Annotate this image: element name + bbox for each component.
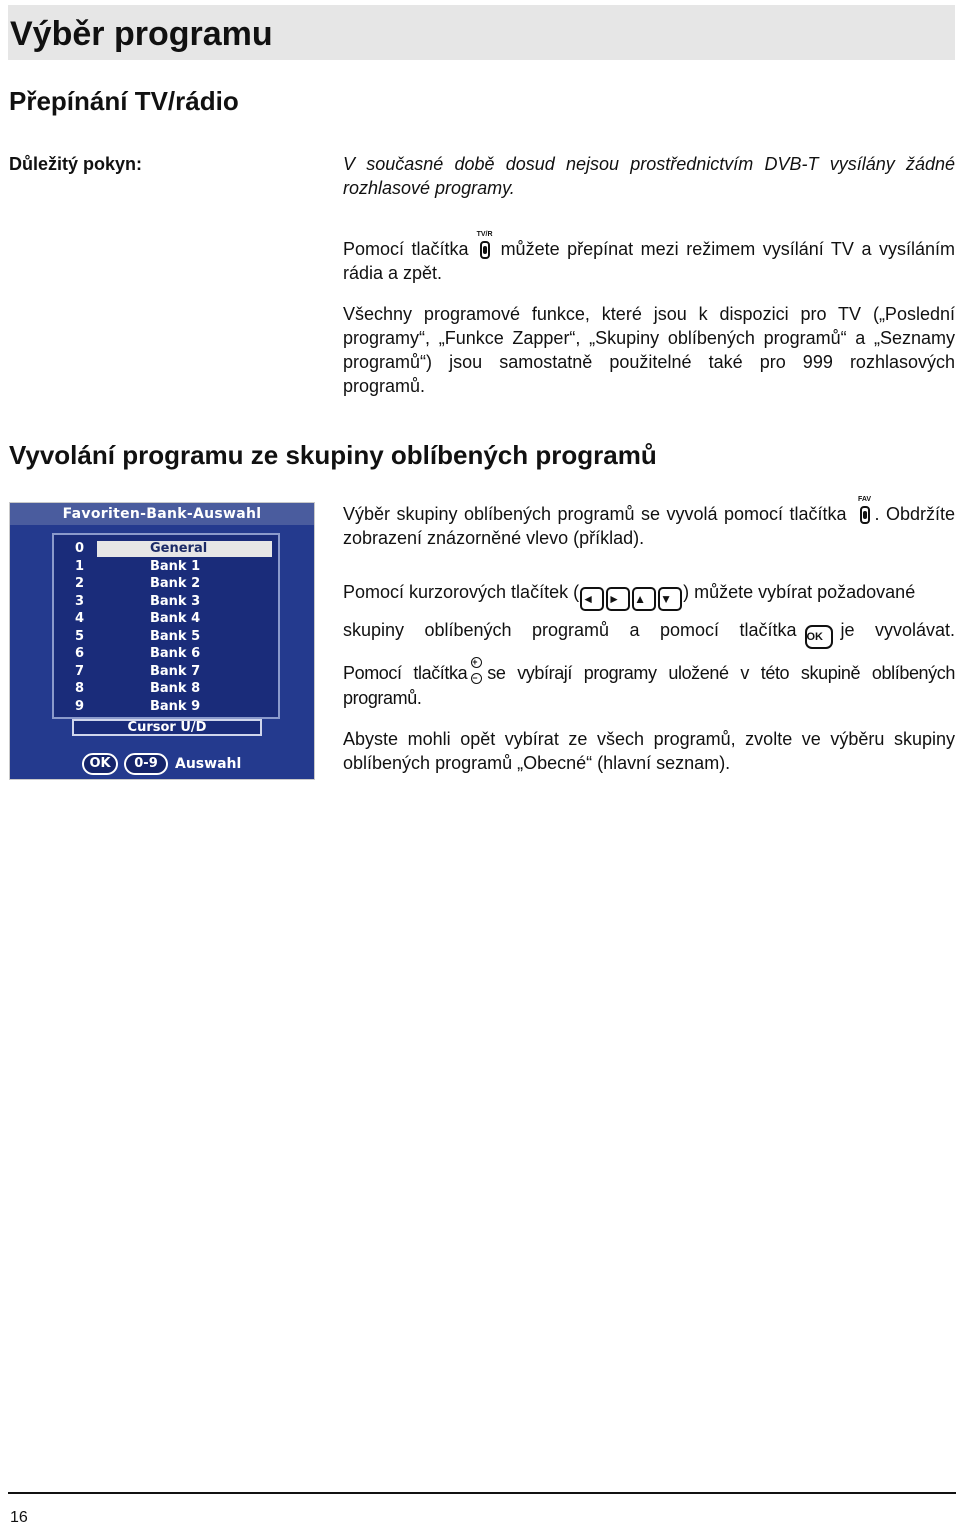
tv-bank-list bbox=[52, 533, 280, 719]
tv-bank-row: 3 Bank 3 bbox=[75, 593, 201, 609]
paragraph-text: Pomocí kurzorových tlačítek ( bbox=[343, 582, 580, 602]
program-plus-minus-icon bbox=[469, 656, 485, 686]
paragraph-text: . Obdržíte zobrazení znázorněné vlevo (příklad). bbox=[343, 504, 955, 548]
page-title: Výběr programu bbox=[10, 15, 273, 53]
section-heading-tv-radio: Přepínání TV/rádio bbox=[9, 86, 239, 116]
paragraph-general-list: Abyste mohli opět vybírat ze všech programů, zvolte ve výběru skupiny oblíbených programů „Obecné“ (hlavní seznam). bbox=[343, 729, 955, 773]
tv-bank-row: 4 Bank 4 bbox=[75, 611, 201, 626]
program-minus-icon: − bbox=[471, 673, 482, 684]
paragraph-text: Pomocí tlačítka bbox=[343, 663, 468, 683]
paragraph-text: ) můžete vybírat požadované bbox=[683, 582, 916, 602]
paragraph-program-key bbox=[343, 656, 955, 710]
paragraph-ok-key bbox=[343, 618, 955, 649]
tv-bank-row: 5 Bank 5 bbox=[75, 628, 201, 644]
tv-digits-button: 0-9 bbox=[124, 753, 168, 775]
tv-bank-row: 0 General bbox=[60, 541, 272, 557]
tv-bank-row: 8 Bank 8 bbox=[75, 681, 201, 696]
tv-footer-label: Auswahl bbox=[175, 756, 242, 772]
arrow-right-icon: ► bbox=[606, 587, 630, 611]
paragraph-text: skupiny oblíbených programů a pomocí tlačítka bbox=[343, 620, 797, 640]
section-heading-favourites: Vyvolání programu ze skupiny oblíbených programů bbox=[9, 440, 657, 470]
tv-cursor-hint: Cursor U/D bbox=[72, 719, 262, 736]
paragraph-cursor-keys bbox=[343, 580, 957, 611]
page-title-bar bbox=[8, 5, 955, 60]
footer-rule bbox=[8, 1492, 956, 1494]
tv-bank-row: 6 Bank 6 bbox=[75, 646, 201, 661]
paragraph-text: Pomocí tlačítka bbox=[343, 239, 469, 259]
tv-bank-row: 2 Bank 2 bbox=[75, 576, 201, 591]
program-plus-icon: + bbox=[471, 657, 482, 668]
paragraph-text: je vyvolávat. bbox=[840, 620, 956, 640]
arrow-left-icon: ◄ bbox=[580, 587, 604, 611]
tv-ok-button: OK bbox=[82, 753, 118, 775]
tv-bank-row: 1 Bank 1 bbox=[75, 558, 201, 574]
arrow-up-icon: ▲ bbox=[632, 587, 656, 611]
paragraph-text: Výběr skupiny oblíbených programů se vyvolá pomocí tlačítka bbox=[343, 504, 847, 524]
paragraph-programme-functions: Všechny programové funkce, které jsou k dispozici pro TV („Poslední programy“, „Funkce Zapper“, „Skupiny oblíbených programů“ a „Seznamy programů“) jsou samostatně použitelné také pro 999 rozhlasových programů. bbox=[343, 304, 955, 396]
ok-key-icon: OK bbox=[805, 625, 833, 649]
tv-bank-row: 9 Bank 9 bbox=[75, 698, 201, 714]
paragraph-fav-key bbox=[343, 496, 955, 550]
favourites-bank-screenshot bbox=[9, 502, 315, 780]
fav-key-icon: FAV bbox=[857, 496, 873, 526]
page-number: 16 bbox=[10, 1509, 28, 1526]
tv-radio-key-icon: TV/R bbox=[477, 231, 493, 261]
note-text: V současné době dosud nejsou prostřednictvím DVB-T vysílány žádné rozhlasové programy. bbox=[343, 154, 955, 198]
paragraph-text: můžete přepínat mezi režimem vysílání TV a vysíláním rádia a zpět. bbox=[343, 239, 955, 283]
tv-bank-row: 7 Bank 7 bbox=[75, 663, 201, 679]
arrow-down-icon: ▼ bbox=[658, 587, 682, 611]
paragraph-tv-radio-key bbox=[343, 231, 955, 285]
tv-screen-header: Favoriten-Bank-Auswahl bbox=[10, 503, 314, 525]
paragraph-text: se vybírají programy uložené v této skupině oblíbených programů. bbox=[343, 663, 955, 708]
note-label: Důležitý pokyn: bbox=[9, 154, 143, 174]
